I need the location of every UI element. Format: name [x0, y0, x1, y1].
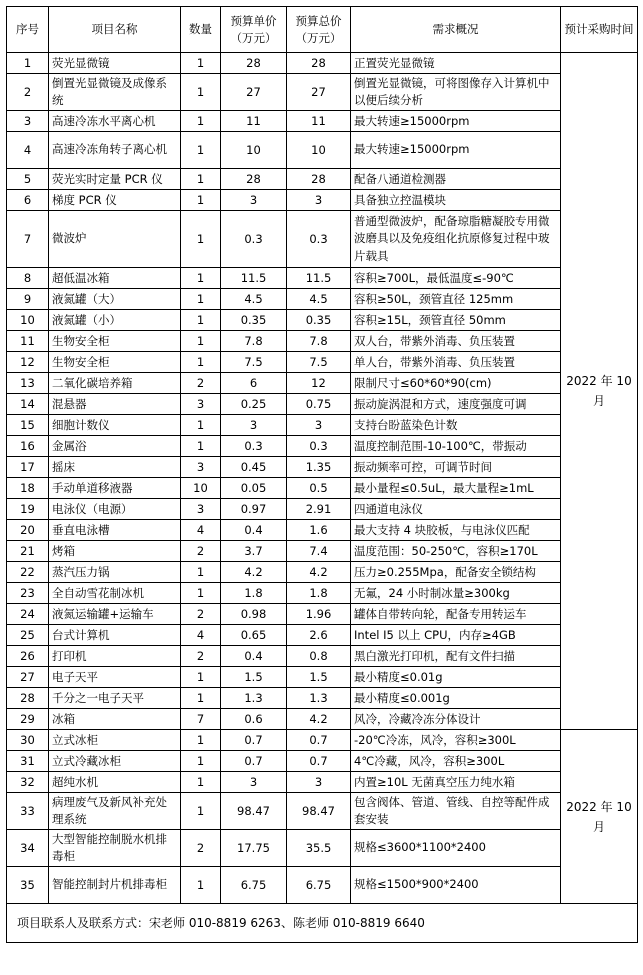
row-requirement: 规格≤3600*1100*2400 [351, 830, 561, 867]
row-total-price: 11.5 [287, 268, 351, 289]
row-seq: 28 [7, 688, 49, 709]
purchase-time-cell: 2022 年 10 月 [561, 53, 638, 730]
row-item-name: 荧光实时定量 PCR 仪 [49, 169, 181, 190]
row-quantity: 4 [181, 520, 221, 541]
row-total-price: 4.2 [287, 709, 351, 730]
table-row [7, 772, 638, 793]
row-total-price: 1.96 [287, 604, 351, 625]
table-row [7, 190, 638, 211]
row-item-name: 垂直电泳槽 [49, 520, 181, 541]
row-seq: 14 [7, 394, 49, 415]
row-item-name: 立式冷藏冰柜 [49, 751, 181, 772]
row-unit-price: 3 [221, 190, 287, 211]
row-item-name: 千分之一电子天平 [49, 688, 181, 709]
table-row [7, 730, 638, 751]
row-requirement: 倒置光显微镜，可将图像存入计算机中以便后续分析 [351, 74, 561, 111]
row-item-name: 冰箱 [49, 709, 181, 730]
header-seq: 序号 [7, 7, 49, 53]
row-requirement: 容积≥50L，颈管直径 125mm [351, 289, 561, 310]
row-requirement: 支持台盼蓝染色计数 [351, 415, 561, 436]
row-quantity: 10 [181, 478, 221, 499]
row-total-price: 1.3 [287, 688, 351, 709]
row-requirement: 温度控制范围-10-100℃，带振动 [351, 436, 561, 457]
row-requirement: 压力≥0.255Mpa，配备安全锁结构 [351, 562, 561, 583]
row-seq: 5 [7, 169, 49, 190]
row-unit-price: 27 [221, 74, 287, 111]
row-total-price: 0.7 [287, 730, 351, 751]
row-item-name: 大型智能控制脱水机排毒柜 [49, 830, 181, 867]
row-unit-price: 0.3 [221, 436, 287, 457]
footer-row [7, 904, 638, 943]
row-total-price: 0.7 [287, 751, 351, 772]
row-requirement: 双人台，带紫外消毒、负压装置 [351, 331, 561, 352]
table-row [7, 583, 638, 604]
row-seq: 23 [7, 583, 49, 604]
row-unit-price: 1.3 [221, 688, 287, 709]
row-requirement: 最小量程≤0.5uL，最大量程≥1mL [351, 478, 561, 499]
row-requirement: 单人台，带紫外消毒、负压装置 [351, 352, 561, 373]
row-unit-price: 3.7 [221, 541, 287, 562]
row-seq: 15 [7, 415, 49, 436]
row-seq: 22 [7, 562, 49, 583]
row-unit-price: 0.65 [221, 625, 287, 646]
procurement-document [6, 6, 637, 943]
row-requirement: 黑白激光打印机，配有文件扫描 [351, 646, 561, 667]
header-qty: 数量 [181, 7, 221, 53]
row-seq: 4 [7, 132, 49, 169]
row-requirement: 限制尺寸≤60*60*90(cm) [351, 373, 561, 394]
row-seq: 1 [7, 53, 49, 74]
row-quantity: 1 [181, 211, 221, 268]
row-item-name: 手动单道移液器 [49, 478, 181, 499]
row-item-name: 台式计算机 [49, 625, 181, 646]
row-seq: 10 [7, 310, 49, 331]
row-item-name: 电子天平 [49, 667, 181, 688]
row-requirement: 容积≥15L，颈管直径 50mm [351, 310, 561, 331]
row-seq: 2 [7, 74, 49, 111]
row-requirement: 最大转速≥15000rpm [351, 111, 561, 132]
row-quantity: 1 [181, 415, 221, 436]
row-seq: 8 [7, 268, 49, 289]
table-row [7, 709, 638, 730]
row-item-name: 液氮罐（小） [49, 310, 181, 331]
row-seq: 7 [7, 211, 49, 268]
row-quantity: 2 [181, 373, 221, 394]
row-requirement: 最小精度≤0.01g [351, 667, 561, 688]
row-unit-price: 4.2 [221, 562, 287, 583]
row-unit-price: 7.5 [221, 352, 287, 373]
row-total-price: 12 [287, 373, 351, 394]
row-requirement: 振动旋涡混和方式，速度强度可调 [351, 394, 561, 415]
row-unit-price: 28 [221, 53, 287, 74]
table-row [7, 520, 638, 541]
table-row [7, 751, 638, 772]
row-seq: 16 [7, 436, 49, 457]
row-item-name: 细胞计数仪 [49, 415, 181, 436]
row-seq: 31 [7, 751, 49, 772]
row-seq: 9 [7, 289, 49, 310]
row-seq: 6 [7, 190, 49, 211]
row-requirement: 最大转速≥15000rpm [351, 132, 561, 169]
row-quantity: 1 [181, 74, 221, 111]
row-seq: 12 [7, 352, 49, 373]
row-item-name: 超低温冰箱 [49, 268, 181, 289]
row-quantity: 1 [181, 793, 221, 830]
table-row [7, 415, 638, 436]
row-total-price: 0.5 [287, 478, 351, 499]
row-quantity: 2 [181, 646, 221, 667]
row-total-price: 0.35 [287, 310, 351, 331]
row-total-price: 1.8 [287, 583, 351, 604]
table-row [7, 667, 638, 688]
row-requirement: 振动频率可控，可调节时间 [351, 457, 561, 478]
row-unit-price: 3 [221, 772, 287, 793]
procurement-table [6, 6, 638, 943]
row-unit-price: 0.3 [221, 211, 287, 268]
table-row [7, 625, 638, 646]
row-requirement: 风冷，冷藏冷冻分体设计 [351, 709, 561, 730]
row-total-price: 28 [287, 169, 351, 190]
row-quantity: 1 [181, 667, 221, 688]
row-seq: 33 [7, 793, 49, 830]
row-requirement: 4℃冷藏，风冷，容积≥300L [351, 751, 561, 772]
table-row [7, 457, 638, 478]
row-item-name: 微波炉 [49, 211, 181, 268]
table-row [7, 394, 638, 415]
row-requirement: 四通道电泳仪 [351, 499, 561, 520]
row-requirement: 容积≥700L，最低温度≤-90℃ [351, 268, 561, 289]
table-row [7, 646, 638, 667]
row-item-name: 烤箱 [49, 541, 181, 562]
row-total-price: 1.35 [287, 457, 351, 478]
row-seq: 34 [7, 830, 49, 867]
row-quantity: 1 [181, 583, 221, 604]
row-item-name: 金属浴 [49, 436, 181, 457]
table-row [7, 436, 638, 457]
row-quantity: 1 [181, 289, 221, 310]
row-seq: 13 [7, 373, 49, 394]
row-item-name: 倒置光显微镜及成像系统 [49, 74, 181, 111]
purchase-time-cell: 2022 年 10 月 [561, 730, 638, 904]
row-unit-price: 6 [221, 373, 287, 394]
row-seq: 17 [7, 457, 49, 478]
row-quantity: 1 [181, 867, 221, 904]
row-unit-price: 0.4 [221, 646, 287, 667]
row-unit-price: 0.35 [221, 310, 287, 331]
row-requirement: 规格≤1500*900*2400 [351, 867, 561, 904]
row-total-price: 4.2 [287, 562, 351, 583]
row-requirement: -20℃冷冻，风冷，容积≥300L [351, 730, 561, 751]
row-quantity: 1 [181, 352, 221, 373]
row-total-price: 35.5 [287, 830, 351, 867]
table-row [7, 541, 638, 562]
row-unit-price: 0.45 [221, 457, 287, 478]
row-quantity: 1 [181, 562, 221, 583]
row-unit-price: 1.5 [221, 667, 287, 688]
row-requirement: 最小精度≤0.001g [351, 688, 561, 709]
row-total-price: 3 [287, 190, 351, 211]
row-total-price: 0.75 [287, 394, 351, 415]
row-quantity: 1 [181, 310, 221, 331]
row-seq: 11 [7, 331, 49, 352]
row-item-name: 高速冷冻水平离心机 [49, 111, 181, 132]
row-quantity: 1 [181, 751, 221, 772]
row-requirement: 具备独立控温模块 [351, 190, 561, 211]
table-row [7, 53, 638, 74]
row-requirement: 无氟，24 小时制冰量≥300kg [351, 583, 561, 604]
row-requirement: Intel I5 以上 CPU，内存≥4GB [351, 625, 561, 646]
row-item-name: 超纯水机 [49, 772, 181, 793]
table-row [7, 604, 638, 625]
row-item-name: 全自动雪花制冰机 [49, 583, 181, 604]
row-total-price: 1.5 [287, 667, 351, 688]
row-quantity: 1 [181, 688, 221, 709]
table-row [7, 562, 638, 583]
row-item-name: 打印机 [49, 646, 181, 667]
row-requirement: 配备八通道检测器 [351, 169, 561, 190]
row-total-price: 0.3 [287, 436, 351, 457]
row-unit-price: 4.5 [221, 289, 287, 310]
row-quantity: 1 [181, 436, 221, 457]
row-quantity: 1 [181, 730, 221, 751]
row-total-price: 28 [287, 53, 351, 74]
row-unit-price: 0.98 [221, 604, 287, 625]
row-seq: 30 [7, 730, 49, 751]
table-row [7, 352, 638, 373]
row-quantity: 1 [181, 190, 221, 211]
row-item-name: 荧光显微镜 [49, 53, 181, 74]
row-unit-price: 6.75 [221, 867, 287, 904]
row-total-price: 11 [287, 111, 351, 132]
row-total-price: 6.75 [287, 867, 351, 904]
row-quantity: 1 [181, 111, 221, 132]
header-unit-price: 预算单价（万元） [221, 7, 287, 53]
row-total-price: 10 [287, 132, 351, 169]
table-row [7, 132, 638, 169]
row-seq: 35 [7, 867, 49, 904]
row-item-name: 高速冷冻角转子离心机 [49, 132, 181, 169]
row-quantity: 1 [181, 772, 221, 793]
row-total-price: 1.6 [287, 520, 351, 541]
row-requirement: 普通型微波炉，配备琼脂糖凝胶专用微波磨具以及免疫组化抗原修复过程中玻片载具 [351, 211, 561, 268]
row-item-name: 二氧化碳培养箱 [49, 373, 181, 394]
row-total-price: 2.91 [287, 499, 351, 520]
row-seq: 24 [7, 604, 49, 625]
row-seq: 32 [7, 772, 49, 793]
row-unit-price: 1.8 [221, 583, 287, 604]
row-quantity: 2 [181, 830, 221, 867]
row-item-name: 液氮运输罐+运输车 [49, 604, 181, 625]
table-row [7, 373, 638, 394]
row-unit-price: 0.97 [221, 499, 287, 520]
row-unit-price: 11.5 [221, 268, 287, 289]
row-seq: 21 [7, 541, 49, 562]
table-row [7, 169, 638, 190]
row-unit-price: 0.7 [221, 730, 287, 751]
row-quantity: 1 [181, 268, 221, 289]
row-unit-price: 7.8 [221, 331, 287, 352]
row-seq: 26 [7, 646, 49, 667]
row-total-price: 4.5 [287, 289, 351, 310]
row-quantity: 1 [181, 331, 221, 352]
row-quantity: 3 [181, 394, 221, 415]
table-row [7, 478, 638, 499]
row-unit-price: 10 [221, 132, 287, 169]
row-requirement: 内置≥10L 无菌真空压力纯水箱 [351, 772, 561, 793]
table-row [7, 867, 638, 904]
table-row [7, 211, 638, 268]
table-row [7, 830, 638, 867]
row-total-price: 0.8 [287, 646, 351, 667]
row-total-price: 2.6 [287, 625, 351, 646]
table-row [7, 310, 638, 331]
row-unit-price: 0.05 [221, 478, 287, 499]
row-unit-price: 0.7 [221, 751, 287, 772]
row-quantity: 3 [181, 499, 221, 520]
row-unit-price: 11 [221, 111, 287, 132]
row-total-price: 0.3 [287, 211, 351, 268]
row-quantity: 3 [181, 457, 221, 478]
row-item-name: 立式冰柜 [49, 730, 181, 751]
row-item-name: 智能控制封片机排毒柜 [49, 867, 181, 904]
row-requirement: 包含阀体、管道、管线、自控等配件成套安装 [351, 793, 561, 830]
row-item-name: 摇床 [49, 457, 181, 478]
row-total-price: 3 [287, 415, 351, 436]
row-quantity: 4 [181, 625, 221, 646]
row-requirement: 罐体自带转向轮，配备专用转运车 [351, 604, 561, 625]
row-unit-price: 0.4 [221, 520, 287, 541]
table-row [7, 289, 638, 310]
row-quantity: 7 [181, 709, 221, 730]
row-unit-price: 28 [221, 169, 287, 190]
row-requirement: 最大支持 4 块胶板，与电泳仪匹配 [351, 520, 561, 541]
row-quantity: 2 [181, 604, 221, 625]
row-quantity: 2 [181, 541, 221, 562]
table-header-row [7, 7, 638, 53]
row-quantity: 1 [181, 53, 221, 74]
table-row [7, 331, 638, 352]
row-unit-price: 17.75 [221, 830, 287, 867]
row-total-price: 98.47 [287, 793, 351, 830]
row-quantity: 1 [181, 169, 221, 190]
row-item-name: 蒸汽压力锅 [49, 562, 181, 583]
table-body [7, 53, 638, 904]
row-seq: 27 [7, 667, 49, 688]
row-item-name: 梯度 PCR 仪 [49, 190, 181, 211]
row-quantity: 1 [181, 132, 221, 169]
table-row [7, 793, 638, 830]
row-unit-price: 0.6 [221, 709, 287, 730]
row-total-price: 7.5 [287, 352, 351, 373]
row-seq: 18 [7, 478, 49, 499]
row-item-name: 电泳仪（电源） [49, 499, 181, 520]
table-row [7, 74, 638, 111]
header-total-price: 预算总价（万元） [287, 7, 351, 53]
contact-info: 项目联系人及联系方式：宋老师 010-8819 6263、陈老师 010-8819 6640 [7, 904, 638, 943]
table-row [7, 688, 638, 709]
row-seq: 29 [7, 709, 49, 730]
row-item-name: 液氮罐（大） [49, 289, 181, 310]
row-seq: 25 [7, 625, 49, 646]
table-row [7, 111, 638, 132]
table-row [7, 268, 638, 289]
row-total-price: 7.4 [287, 541, 351, 562]
row-seq: 3 [7, 111, 49, 132]
table-row [7, 499, 638, 520]
row-item-name: 生物安全柜 [49, 331, 181, 352]
row-total-price: 7.8 [287, 331, 351, 352]
row-item-name: 生物安全柜 [49, 352, 181, 373]
header-name: 项目名称 [49, 7, 181, 53]
row-total-price: 3 [287, 772, 351, 793]
header-requirement: 需求概况 [351, 7, 561, 53]
row-unit-price: 3 [221, 415, 287, 436]
row-total-price: 27 [287, 74, 351, 111]
row-seq: 20 [7, 520, 49, 541]
row-item-name: 病理废气及新风补充处理系统 [49, 793, 181, 830]
row-seq: 19 [7, 499, 49, 520]
row-unit-price: 0.25 [221, 394, 287, 415]
row-unit-price: 98.47 [221, 793, 287, 830]
row-requirement: 正置荧光显微镜 [351, 53, 561, 74]
header-purchase-time: 预计采购时间 [561, 7, 638, 53]
row-requirement: 温度范围：50-250℃，容积≥170L [351, 541, 561, 562]
row-item-name: 混悬器 [49, 394, 181, 415]
